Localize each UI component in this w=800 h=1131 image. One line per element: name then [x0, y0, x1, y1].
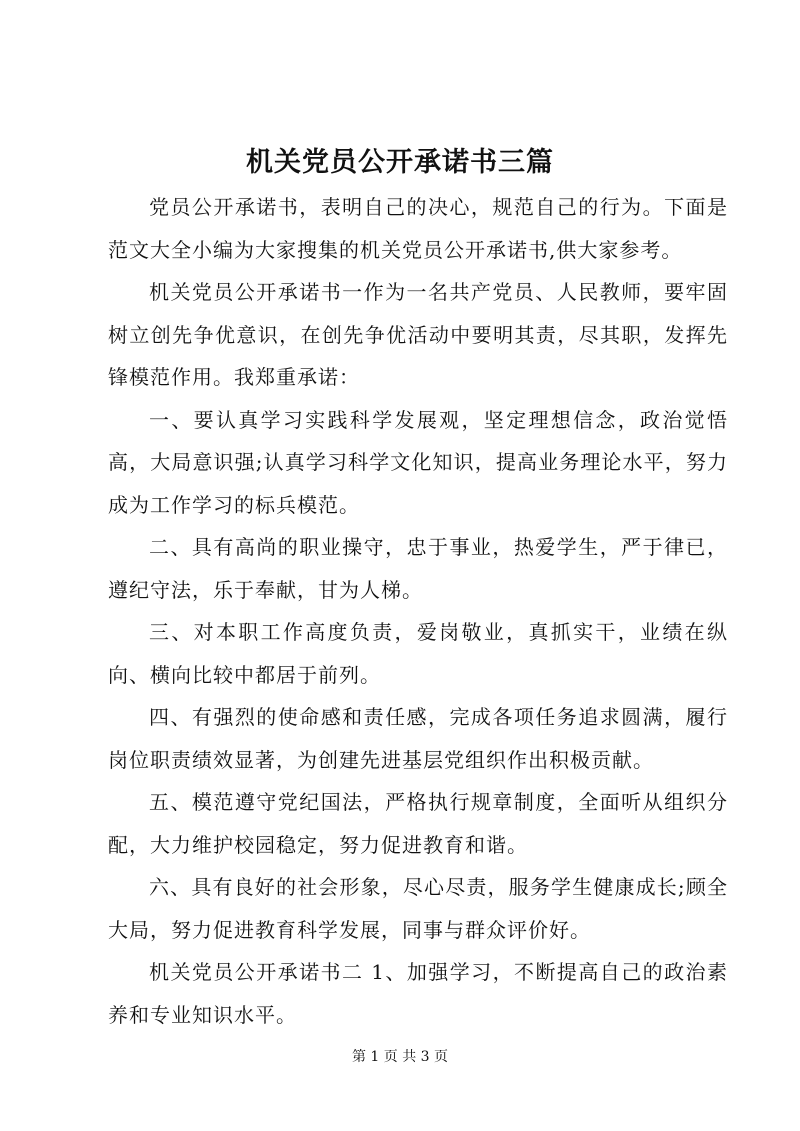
document-body [108, 186, 728, 1036]
page-footer: 第 1 页 共 3 页 [351, 1049, 449, 1065]
paragraph-item-five: 五、模范遵守党纪国法，严格执行规章制度，全面听从组织分配，大力维护校园稳定，努力促进教育和谐。 [108, 790, 728, 857]
paragraph-item-two: 二、具有高尚的职业操守，忠于事业，热爱学生，严于律已，遵纪守法，乐于奉献，甘为人梯。 [108, 535, 728, 602]
paragraph-item-three: 三、对本职工作高度负责，爱岗敬业，真抓实干，业绩在纵向、横向比较中都居于前列。 [108, 620, 728, 687]
paragraph-pledge-two-intro: 机关党员公开承诺书二 1、加强学习，不断提高自己的政治素养和专业知识水平。 [108, 960, 728, 1027]
paragraph-item-six: 六、具有良好的社会形象，尽心尽责，服务学生健康成长;顾全大局，努力促进教育科学发展，同事与群众评价好。 [108, 875, 728, 942]
document-title: 机关党员公开承诺书三篇 [246, 147, 554, 178]
paragraph-intro: 党员公开承诺书，表明自己的决心，规范自己的行为。下面是范文大全小编为大家搜集的机关党员公开承诺书,供大家参考。 [108, 195, 728, 262]
paragraph-item-four: 四、有强烈的使命感和责任感，完成各项任务追求圆满，履行岗位职责绩效显著，为创建先进基层党组织作出积极贡献。 [108, 705, 728, 772]
paragraph-item-one: 一、要认真学习实践科学发展观，坚定理想信念，政治觉悟高，大局意识强;认真学习科学文化知识，提高业务理论水平，努力成为工作学习的标兵模范。 [108, 407, 728, 517]
paragraph-pledge-one-intro: 机关党员公开承诺书一作为一名共产党员、人民教师，要牢固树立创先争优意识，在创先争优活动中要明其责，尽其职，发挥先锋模范作用。我郑重承诺： [108, 280, 728, 389]
